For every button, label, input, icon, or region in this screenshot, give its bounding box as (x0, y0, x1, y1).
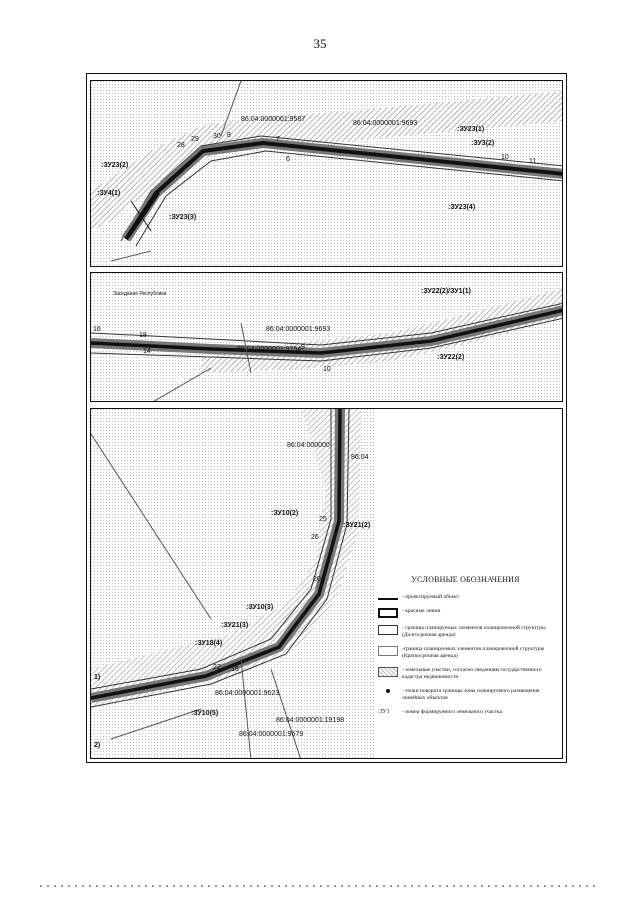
map-panel-2-drawing (91, 273, 563, 402)
side-mark: 1) (94, 674, 101, 681)
parcel-label: 86:04:0000001:9623 (215, 690, 280, 697)
plot-label: :ЗУ23(4) (448, 204, 476, 211)
legend-swatch-projected-object (378, 598, 398, 600)
scan-artifact-line (40, 885, 600, 887)
point-label: 11 (529, 158, 537, 165)
legend-swatch-plot-code: :ЗУ1 (378, 709, 390, 715)
legend-item-text: - проектируемый объект (402, 594, 460, 600)
legend-item-text: - точки поворота границы зоны планируемого размещения линейных объектов (402, 688, 540, 701)
point-label: 14 (143, 348, 151, 355)
point-label: 16 (231, 666, 239, 673)
point-label: 8 (227, 132, 231, 139)
point-label: 9 (301, 344, 305, 351)
plot-label: :ЗУ21(2) (343, 522, 371, 529)
parcel-label: 86:04:000000 (287, 442, 330, 449)
parcel-label: 86:04:0000001:9679 (239, 731, 304, 738)
point-label: 22 (213, 664, 221, 671)
legend-item-text: -граница планируемых элементов планировочной структуры (Краткосрочная аренда) (402, 646, 545, 659)
side-mark: 2) (94, 742, 101, 749)
point-label: 10 (323, 366, 331, 373)
point-label: 7 (276, 136, 280, 143)
map-caption: Заседание Республики (113, 291, 167, 297)
point-label: 25 (319, 516, 327, 523)
point-label: 16 (93, 326, 101, 333)
legend-swatch-long-term (378, 625, 398, 635)
plot-label: :ЗУ22(2) (437, 354, 465, 361)
parcel-label: 86:04:0000001:9693 (266, 326, 331, 333)
point-label: 29 (191, 136, 199, 143)
point-label: 10 (501, 154, 509, 161)
legend-item (378, 667, 553, 681)
plot-label: :ЗУ22(2)/ЗУ1(1) (421, 288, 472, 295)
parcel-label: 86:04:0000001:19198 (276, 717, 345, 724)
parcel-label: 86:04:0000001:9754 (237, 346, 302, 353)
legend-item (378, 594, 553, 601)
plot-label: :ЗУ3(2) (471, 140, 495, 147)
plot-label: :ЗУ23(2) (101, 162, 129, 169)
page-number: 35 (313, 36, 327, 51)
plot-label: :ЗУ23(1) (457, 126, 485, 133)
legend-item-text: - номер формируемого земельного участка (402, 709, 503, 715)
map-panel-2 (90, 272, 563, 402)
legend-item-text: - красные линии (402, 608, 441, 614)
legend-swatch-turn-point (378, 688, 398, 694)
legend-item (378, 608, 553, 618)
map-panel-1-drawing (91, 81, 563, 267)
point-label: 6 (286, 156, 290, 163)
legend-swatch-red-lines (378, 608, 398, 618)
legend-swatch-cadastre (378, 667, 398, 677)
point-label: 28 (177, 142, 185, 149)
plot-label: :ЗУ18(4) (195, 640, 223, 647)
plot-label: :ЗУ10(2) (271, 510, 299, 517)
parcel-label: 86:04:0000001:9693 (353, 120, 418, 127)
map-panel-1 (90, 80, 563, 267)
point-label: 20 (313, 576, 321, 583)
legend-item (378, 709, 553, 716)
legend-title: УСЛОВНЫЕ ОБОЗНАЧЕНИЯ (411, 575, 520, 584)
legend-item-text: - граница планируемых элементов планировочной структуры (Долгосрочная аренда) (402, 625, 546, 638)
point-label: 30 (213, 133, 221, 140)
legend-item (378, 646, 553, 660)
legend-item-text: - земельные участки, согласно сведениям государственного кадастра недвижимости (402, 667, 542, 680)
point-label: 18 (139, 332, 147, 339)
plot-label: :ЗУ21(3) (221, 622, 249, 629)
plot-label: :ЗУ4(1) (97, 190, 121, 197)
point-label: 26 (311, 534, 319, 541)
plot-label: :ЗУ23(3) (169, 214, 197, 221)
plot-label: :ЗУ10(3) (246, 604, 274, 611)
legend-item (378, 625, 553, 639)
legend-swatch-short-term (378, 646, 398, 656)
legend (378, 575, 553, 723)
parcel-label: 86:04:0000001:9587 (241, 116, 306, 123)
legend-item (378, 688, 553, 702)
parcel-label: 86:04 (351, 454, 369, 461)
plot-label: :ЗУ10(5) (191, 710, 219, 717)
